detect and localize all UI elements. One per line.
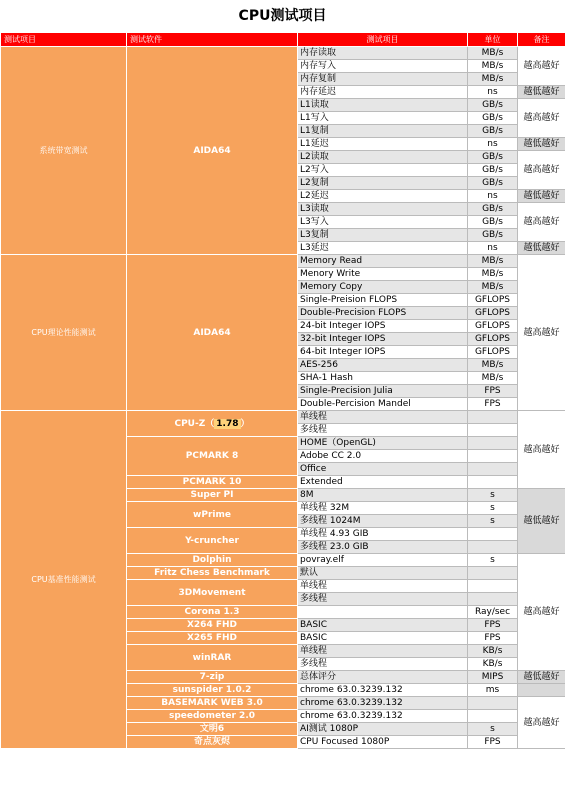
unit-cell: MB/s <box>468 359 518 372</box>
item-cell: 默认 <box>298 567 468 580</box>
item-cell: povray.elf <box>298 554 468 567</box>
item-cell: Menory Write <box>298 268 468 281</box>
unit-cell: GB/s <box>468 229 518 242</box>
item-cell: 64-bit Integer IOPS <box>298 346 468 359</box>
unit-cell: GB/s <box>468 177 518 190</box>
software-cell-pcmark10: PCMARK 10 <box>127 476 298 489</box>
table-header-row <box>1 33 565 47</box>
item-cell: chrome 63.0.3239.132 <box>298 697 468 710</box>
item-cell: Memory Read <box>298 255 468 268</box>
item-cell: BASIC <box>298 632 468 645</box>
category-cell: CPU基准性能测试 <box>1 411 127 749</box>
note-cell: 越高越好 <box>518 411 565 489</box>
item-cell: AES-256 <box>298 359 468 372</box>
unit-cell: FPS <box>468 619 518 632</box>
item-cell: 多线程 <box>298 658 468 671</box>
unit-cell <box>468 541 518 554</box>
software-cell-superpi: Super PI <box>127 489 298 502</box>
item-cell: L1写入 <box>298 112 468 125</box>
unit-cell: KB/s <box>468 645 518 658</box>
unit-cell <box>468 437 518 450</box>
table-row <box>1 47 565 60</box>
unit-cell: KB/s <box>468 658 518 671</box>
unit-cell: ns <box>468 138 518 151</box>
item-cell: L1延迟 <box>298 138 468 151</box>
software-cell-ycruncher: Y-cruncher <box>127 528 298 554</box>
item-cell: chrome 63.0.3239.132 <box>298 710 468 723</box>
software-cell: AIDA64 <box>127 47 298 255</box>
item-cell: L3读取 <box>298 203 468 216</box>
unit-cell <box>468 593 518 606</box>
item-cell: Memory Copy <box>298 281 468 294</box>
unit-cell: FPS <box>468 385 518 398</box>
item-cell: L2延迟 <box>298 190 468 203</box>
software-cell: AIDA64 <box>127 255 298 411</box>
software-cell-speedometer: speedometer 2.0 <box>127 710 298 723</box>
item-cell: 多线程 <box>298 424 468 437</box>
unit-cell <box>468 463 518 476</box>
item-cell: 内存读取 <box>298 47 468 60</box>
item-cell: Extended <box>298 476 468 489</box>
software-cell-x265: X265 FHD <box>127 632 298 645</box>
item-cell <box>298 606 468 619</box>
item-cell: L1复制 <box>298 125 468 138</box>
note-cell: 越低越好 <box>518 489 565 554</box>
unit-cell: GB/s <box>468 216 518 229</box>
unit-cell <box>468 567 518 580</box>
unit-cell <box>468 580 518 593</box>
software-cell-3dmovement: 3DMovement <box>127 580 298 606</box>
software-cell-fritz: Fritz Chess Benchmark <box>127 567 298 580</box>
unit-cell: MB/s <box>468 372 518 385</box>
unit-cell: GFLOPS <box>468 307 518 320</box>
section-bandwidth <box>1 47 565 255</box>
unit-cell: GB/s <box>468 99 518 112</box>
version-badge: 1.78 <box>216 418 239 429</box>
item-cell: SHA-1 Hash <box>298 372 468 385</box>
item-cell: Single-Precision Julia <box>298 385 468 398</box>
unit-cell: ns <box>468 242 518 255</box>
note-cell: 越高越好 <box>518 99 565 138</box>
item-cell: 单线程 32M <box>298 502 468 515</box>
header-item: 测试项目 <box>298 33 468 47</box>
unit-cell: Ray/sec <box>468 606 518 619</box>
unit-cell: MB/s <box>468 255 518 268</box>
software-cell-sunspider: sunspider 1.0.2 <box>127 684 298 697</box>
item-cell: L3写入 <box>298 216 468 229</box>
item-cell: 多线程 23.0 GIB <box>298 541 468 554</box>
unit-cell: ms <box>468 684 518 697</box>
software-cell-pcmark8: PCMARK 8 <box>127 437 298 476</box>
software-cell-x264: X264 FHD <box>127 619 298 632</box>
header-software: 测试软件 <box>127 33 298 47</box>
unit-cell: s <box>468 723 518 736</box>
unit-cell: MB/s <box>468 60 518 73</box>
item-cell: 单线程 <box>298 645 468 658</box>
item-cell: 单线程 4.93 GIB <box>298 528 468 541</box>
note-cell: 越低越好 <box>518 671 565 684</box>
item-cell: Double-Precision FLOPS <box>298 307 468 320</box>
software-cell-winrar: winRAR <box>127 645 298 671</box>
unit-cell <box>468 710 518 723</box>
item-cell: chrome 63.0.3239.132 <box>298 684 468 697</box>
software-cell-cpuz: CPU-Z（ 1.78 ） <box>127 411 298 437</box>
unit-cell: GB/s <box>468 151 518 164</box>
item-cell: L3延迟 <box>298 242 468 255</box>
item-cell: 总体评分 <box>298 671 468 684</box>
software-cell-ashes: 奇点灰烬 <box>127 736 298 749</box>
item-cell: AI测试 1080P <box>298 723 468 736</box>
header-category: 测试项目 <box>1 33 127 47</box>
software-cell-wprime: wPrime <box>127 502 298 528</box>
item-cell: BASIC <box>298 619 468 632</box>
software-cell-7zip: 7-zip <box>127 671 298 684</box>
unit-cell: ns <box>468 190 518 203</box>
unit-cell: MB/s <box>468 281 518 294</box>
item-cell: L1读取 <box>298 99 468 112</box>
unit-cell: GFLOPS <box>468 333 518 346</box>
table-row <box>1 255 565 268</box>
page-title: CPU测试项目 <box>238 8 327 24</box>
unit-cell <box>468 424 518 437</box>
header-note: 备注 <box>518 33 565 47</box>
unit-cell: s <box>468 515 518 528</box>
note-cell: 越低越好 <box>518 86 565 99</box>
unit-cell: s <box>468 489 518 502</box>
item-cell: 内存写入 <box>298 60 468 73</box>
item-cell: Double-Percision Mandel <box>298 398 468 411</box>
unit-cell: FPS <box>468 398 518 411</box>
header-unit: 单位 <box>468 33 518 47</box>
note-cell: 越高越好 <box>518 203 565 242</box>
item-cell: L3复制 <box>298 229 468 242</box>
item-cell: L2复制 <box>298 177 468 190</box>
note-cell: 越高越好 <box>518 47 565 86</box>
note-cell: 越高越好 <box>518 697 565 749</box>
item-cell: 内存延迟 <box>298 86 468 99</box>
unit-cell: GFLOPS <box>468 346 518 359</box>
unit-cell: GB/s <box>468 125 518 138</box>
unit-cell <box>468 450 518 463</box>
unit-cell: GB/s <box>468 164 518 177</box>
unit-cell: s <box>468 502 518 515</box>
section-theory <box>1 255 565 411</box>
note-cell: 越高越好 <box>518 554 565 671</box>
note-cell: 越高越好 <box>518 255 565 411</box>
note-cell: 越低越好 <box>518 190 565 203</box>
unit-cell <box>468 411 518 424</box>
software-cell-civ6: 文明6 <box>127 723 298 736</box>
unit-cell: FPS <box>468 632 518 645</box>
unit-cell: FPS <box>468 736 518 749</box>
unit-cell <box>468 476 518 489</box>
unit-cell: MIPS <box>468 671 518 684</box>
unit-cell: s <box>468 554 518 567</box>
item-cell: L2读取 <box>298 151 468 164</box>
item-cell: HOME（OpenGL) <box>298 437 468 450</box>
item-cell: 24-bit Integer IOPS <box>298 320 468 333</box>
item-cell: L2写入 <box>298 164 468 177</box>
item-cell: CPU Focused 1080P <box>298 736 468 749</box>
unit-cell <box>468 697 518 710</box>
note-cell: 越高越好 <box>518 151 565 190</box>
note-cell <box>518 684 565 697</box>
unit-cell: GFLOPS <box>468 294 518 307</box>
software-cell-dolphin: Dolphin <box>127 554 298 567</box>
item-cell: 32-bit Integer IOPS <box>298 333 468 346</box>
item-cell: Adobe CC 2.0 <box>298 450 468 463</box>
note-cell: 越低越好 <box>518 242 565 255</box>
unit-cell: MB/s <box>468 73 518 86</box>
category-cell: CPU理论性能测试 <box>1 255 127 411</box>
unit-cell: GFLOPS <box>468 320 518 333</box>
software-cell-basemark: BASEMARK WEB 3.0 <box>127 697 298 710</box>
item-cell: Office <box>298 463 468 476</box>
item-cell: 多线程 <box>298 593 468 606</box>
unit-cell <box>468 528 518 541</box>
unit-cell: ns <box>468 86 518 99</box>
item-cell: 单线程 <box>298 580 468 593</box>
unit-cell: GB/s <box>468 112 518 125</box>
software-cell-corona: Corona 1.3 <box>127 606 298 619</box>
unit-cell: MB/s <box>468 47 518 60</box>
unit-cell: GB/s <box>468 203 518 216</box>
section-benchmark <box>1 411 565 749</box>
item-cell: 单线程 <box>298 411 468 424</box>
unit-cell: MB/s <box>468 268 518 281</box>
cpu-test-table <box>0 32 565 749</box>
item-cell: 内存复制 <box>298 73 468 86</box>
category-cell: 系统带宽测试 <box>1 47 127 255</box>
item-cell: 8M <box>298 489 468 502</box>
item-cell: Single-Preision FLOPS <box>298 294 468 307</box>
note-cell: 越低越好 <box>518 138 565 151</box>
item-cell: 多线程 1024M <box>298 515 468 528</box>
